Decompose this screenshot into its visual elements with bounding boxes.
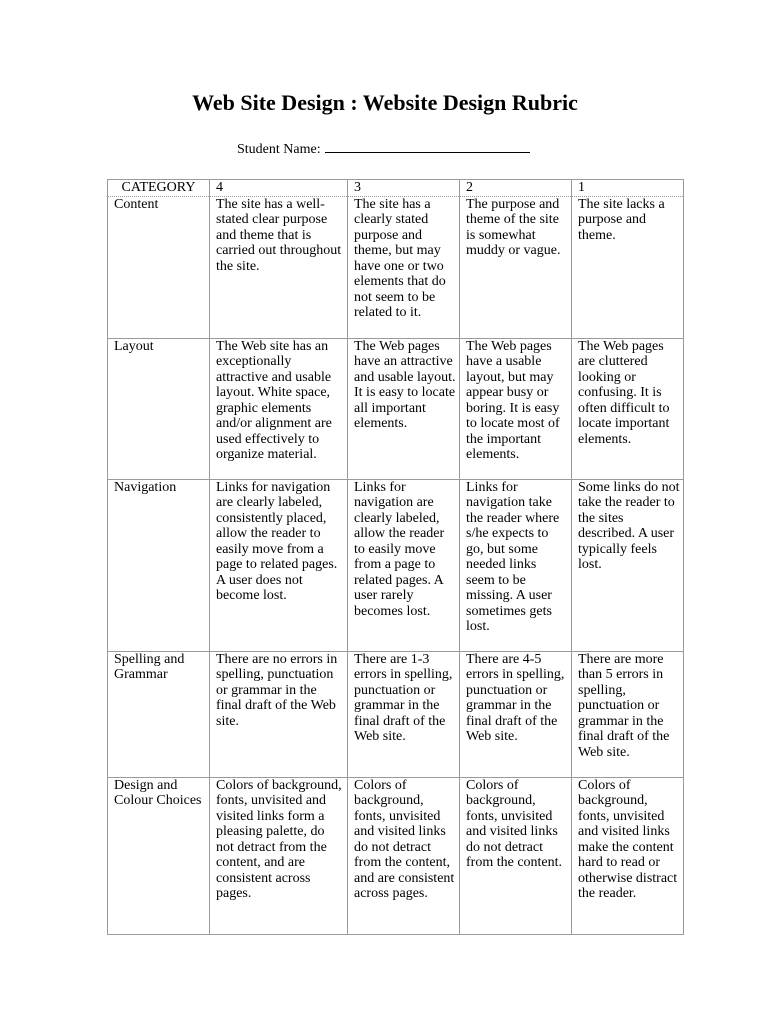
header-score-2: 2: [460, 180, 572, 197]
row-category: Content: [108, 196, 210, 338]
cell-score-2: Links for navigation take the reader where s/he expects to go, but some needed links seem to be missing. A user sometimes gets lost.: [460, 479, 572, 651]
cell-score-4: The site has a well-stated clear purpose and theme that is carried out throughout the site.: [210, 196, 348, 338]
cell-score-1: Colors of background, fonts, unvisited and visited links make the content hard to read or otherwise distract the reader.: [572, 777, 684, 934]
rubric-table: [107, 179, 684, 935]
cell-score-1: The site lacks a purpose and theme.: [572, 196, 684, 338]
row-category: Layout: [108, 338, 210, 479]
cell-score-4: The Web site has an exceptionally attractive and usable layout. White space, graphic elements and/or alignment are used effectively to organize material.: [210, 338, 348, 479]
page-title: Web Site Design : Website Design Rubric: [192, 90, 578, 115]
cell-score-3: Colors of background, fonts, unvisited and visited links do not detract from the content, and are consistent across pages.: [348, 777, 460, 934]
table-row: [108, 777, 684, 934]
cell-score-4: There are no errors in spelling, punctuation or grammar in the final draft of the Web site.: [210, 651, 348, 777]
table-row: [108, 651, 684, 777]
table-row: [108, 338, 684, 479]
header-row: [108, 180, 684, 197]
cell-score-3: The Web pages have an attractive and usable layout. It is easy to locate all important elements.: [348, 338, 460, 479]
cell-score-2: There are 4-5 errors in spelling, punctuation or grammar in the final draft of the Web site.: [460, 651, 572, 777]
cell-score-3: The site has a clearly stated purpose and theme, but may have one or two elements that do not seem to be related to it.: [348, 196, 460, 338]
cell-score-2: The Web pages have a usable layout, but may appear busy or boring. It is easy to locate most of the important elements.: [460, 338, 572, 479]
row-category: Spelling and Grammar: [108, 651, 210, 777]
cell-score-4: Links for navigation are clearly labeled, consistently placed, allow the reader to easily move from a page to related pages. A user does not become lost.: [210, 479, 348, 651]
header-score-1: 1: [572, 180, 684, 197]
header-score-3: 3: [348, 180, 460, 197]
table-row: [108, 479, 684, 651]
cell-score-4: Colors of background, fonts, unvisited and visited links form a pleasing palette, do not detract from the content, and are consistent across pages.: [210, 777, 348, 934]
cell-score-1: The Web pages are cluttered looking or confusing. It is often difficult to locate important elements.: [572, 338, 684, 479]
row-category: Design and Colour Choices: [108, 777, 210, 934]
header-score-4: 4: [210, 180, 348, 197]
student-name-label: Student Name:: [237, 142, 321, 157]
student-name-field: [237, 138, 530, 159]
header-category: CATEGORY: [108, 180, 210, 197]
table-row: [108, 196, 684, 338]
cell-score-3: There are 1-3 errors in spelling, punctuation or grammar in the final draft of the Web site.: [348, 651, 460, 777]
cell-score-2: Colors of background, fonts, unvisited and visited links do not detract from the content.: [460, 777, 572, 934]
cell-score-3: Links for navigation are clearly labeled, allow the reader to easily move from a page to related pages. A user rarely becomes lost.: [348, 479, 460, 651]
cell-score-1: There are more than 5 errors in spelling, punctuation or grammar in the final draft of the Web site.: [572, 651, 684, 777]
student-name-blank-line: [325, 138, 530, 153]
row-category: Navigation: [108, 479, 210, 651]
cell-score-2: The purpose and theme of the site is somewhat muddy or vague.: [460, 196, 572, 338]
cell-score-1: Some links do not take the reader to the sites described. A user typically feels lost.: [572, 479, 684, 651]
